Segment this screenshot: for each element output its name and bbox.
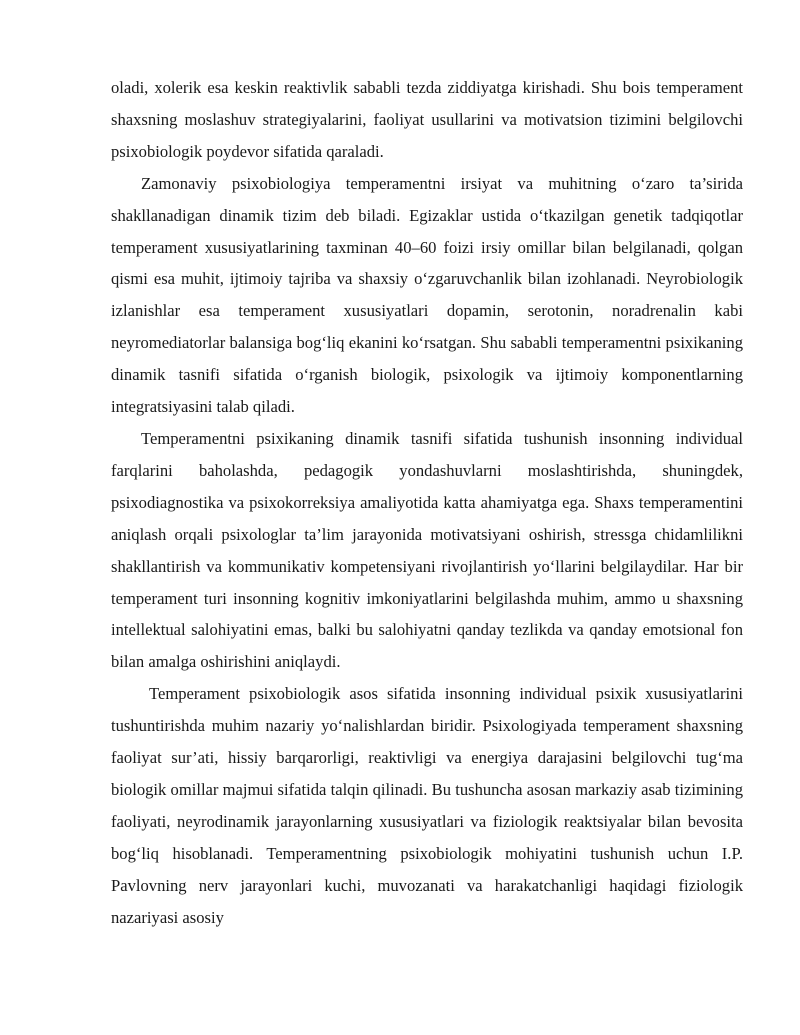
body-text [111, 72, 743, 933]
paragraph-temperament-basis: Temperament psixobiologik asos sifatida insonning individual psixik xususiyatlarini tushuntirishda muhim nazariy yo‘nalishlardan biridir. Psixologiyada temperament shaxsning faoliyat sur’ati, hissiy barqarorligi, reaktivligi va energiya darajasini belgilovchi tug‘ma biologik omillar majmui sifatida talqin qilinadi. Bu tushuncha asosan markaziy asab tizimining faoliyati, neyrodinamik jarayonlarning xususiyatlari va fiziologik reaktsiyalar bilan bevosita bog‘liq hisoblanadi. Temperamentning psixobiologik mohiyatini tushunish uchun I.P. Pavlovning nerv jarayonlari kuchi, muvozanati va harakatchanligi haqidagi fiziologik nazariyasi asosiy [111, 684, 743, 927]
paragraph-psychobiology: Zamonaviy psixobiologiya temperamentni irsiyat va muhitning o‘zaro ta’sirida shakllanadigan dinamik tizim deb biladi. Egizaklar ustida o‘tkazilgan genetik tadqiqotlar temperament xususiyatlarining taxminan 40–60 foizi irsiy omillar bilan belgilanadi, qolgan qismi esa muhit, ijtimoiy tajriba va shaxsiy o‘zgaruvchanlik bilan izohlanadi. Neyrobiologik izlanishlar esa temperament xususiyatlari dopamin, serotonin, noradrenalin kabi neyromediatorlar balansiga bog‘liq ekanini ko‘rsatgan. Shu sababli temperamentni psixikaning dinamik tasnifi sifatida o‘rganish biologik, psixologik va ijtimoiy komponentlarning integratsiyasini talab qiladi. [111, 173, 743, 417]
paragraph-continuation: oladi, xolerik esa keskin reaktivlik sababli tezda ziddiyatga kirishadi. Shu bois temperament shaxsning moslashuv strategiyalarini, faoliyat usullarini va motivatsion tizimini belgilovchi psixobiologik poydevor sifatida qaraladi. [111, 78, 743, 161]
paragraph-individual-differences: Temperamentni psixikaning dinamik tasnifi sifatida tushunish insonning individual farqlarini baholashda, pedagogik yondashuvlarni moslashtirishda, shuningdek, psixodiagnostika va psixokorreksiya amaliyotida katta ahamiyatga ega. Shaxs temperamentini aniqlash orqali psixologlar ta’lim jarayonida motivatsiyani oshirish, stressga chidamlilikni shakllantirish va kommunikativ kompetensiyani rivojlantirish yo‘llarini belgilaydilar. Har bir temperament turi insonning kognitiv imkoniyatlarini belgilashda muhim, ammo u shaxsning intellektual salohiyatini emas, balki bu salohiyatni qanday tezlikda va qanday emotsional fon bilan amalga oshirishini aniqlaydi. [111, 428, 743, 672]
